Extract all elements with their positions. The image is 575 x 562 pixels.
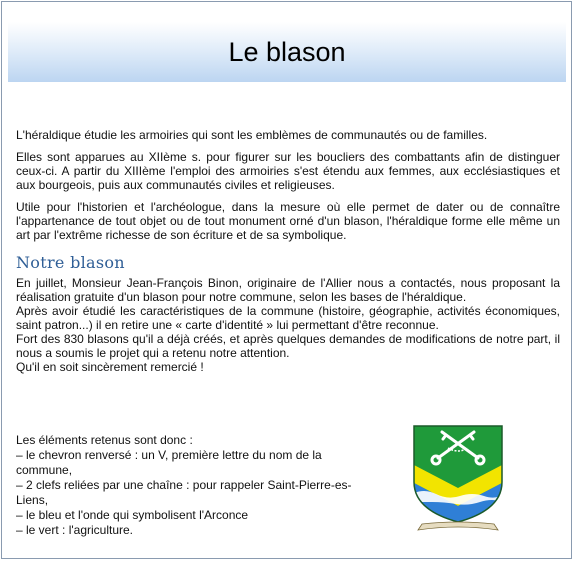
intro-paragraph: L'héraldique étudie les armoiries qui sont les emblèmes de communautés ou de familles. <box>16 128 488 142</box>
section-heading: Notre blason <box>16 253 125 272</box>
page-title: Le blason <box>228 36 346 67</box>
section-paragraph: En juillet, Monsieur Jean-François Binon, originaire de l'Allier nous a contactés, nous proposant la réalisation gratuite d'un blason pour notre commune, selon les bases de l'héraldique. <box>16 276 560 304</box>
list-item: – le chevron renversé : un V, première lettre du nom de la commune, <box>16 448 322 477</box>
article-body <box>16 128 560 374</box>
section-paragraph: Fort des 830 blasons qu'il a déjà créés, et après quelques demandes de modifications de notre part, il nous a soumis le projet qui a retenu notre attention. <box>16 332 560 360</box>
list-item: – le bleu et l'onde qui symbolisent l'Arconce <box>16 508 249 522</box>
motto-scroll <box>418 522 498 530</box>
list-intro: Les éléments retenus sont donc : <box>16 433 193 447</box>
section-paragraph: Qu'il en soit sincèrement remercié ! <box>16 360 204 374</box>
elements-list <box>16 433 356 538</box>
coat-of-arms-image <box>412 424 504 534</box>
list-item: – le vert : l'agriculture. <box>16 523 134 537</box>
section-paragraph: Après avoir étudié les caractéristiques de la commune (histoire, géographie, activités économiques, saint patron...) il en retire une « carte d'identité » lui permettant d'être reconnue. <box>16 304 560 332</box>
page-frame <box>1 1 572 559</box>
intro-paragraph: Utile pour l'historien et l'archéologue, dans la mesure où elle permet de dater ou de connaître l'appartenance de tout objet ou de tout monument orné d'un blason, l'héraldique forme elle même un art par l'extrême richesse de son écriture et de sa symbolique. <box>16 200 560 242</box>
title-banner <box>8 22 566 82</box>
list-item: – 2 clefs reliées par une chaîne : pour rappeler Saint-Pierre-es-Liens, <box>16 478 352 507</box>
intro-paragraph: Elles sont apparues au XIIème s. pour figurer sur les boucliers des combattants afin de distinguer ceux-ci. A partir du XIIIème l'emploi des armoiries s'est étendu aux femmes, aux ecclésiastiques et aux bourgeois, puis aux communautés civiles et religieuses. <box>16 150 560 192</box>
